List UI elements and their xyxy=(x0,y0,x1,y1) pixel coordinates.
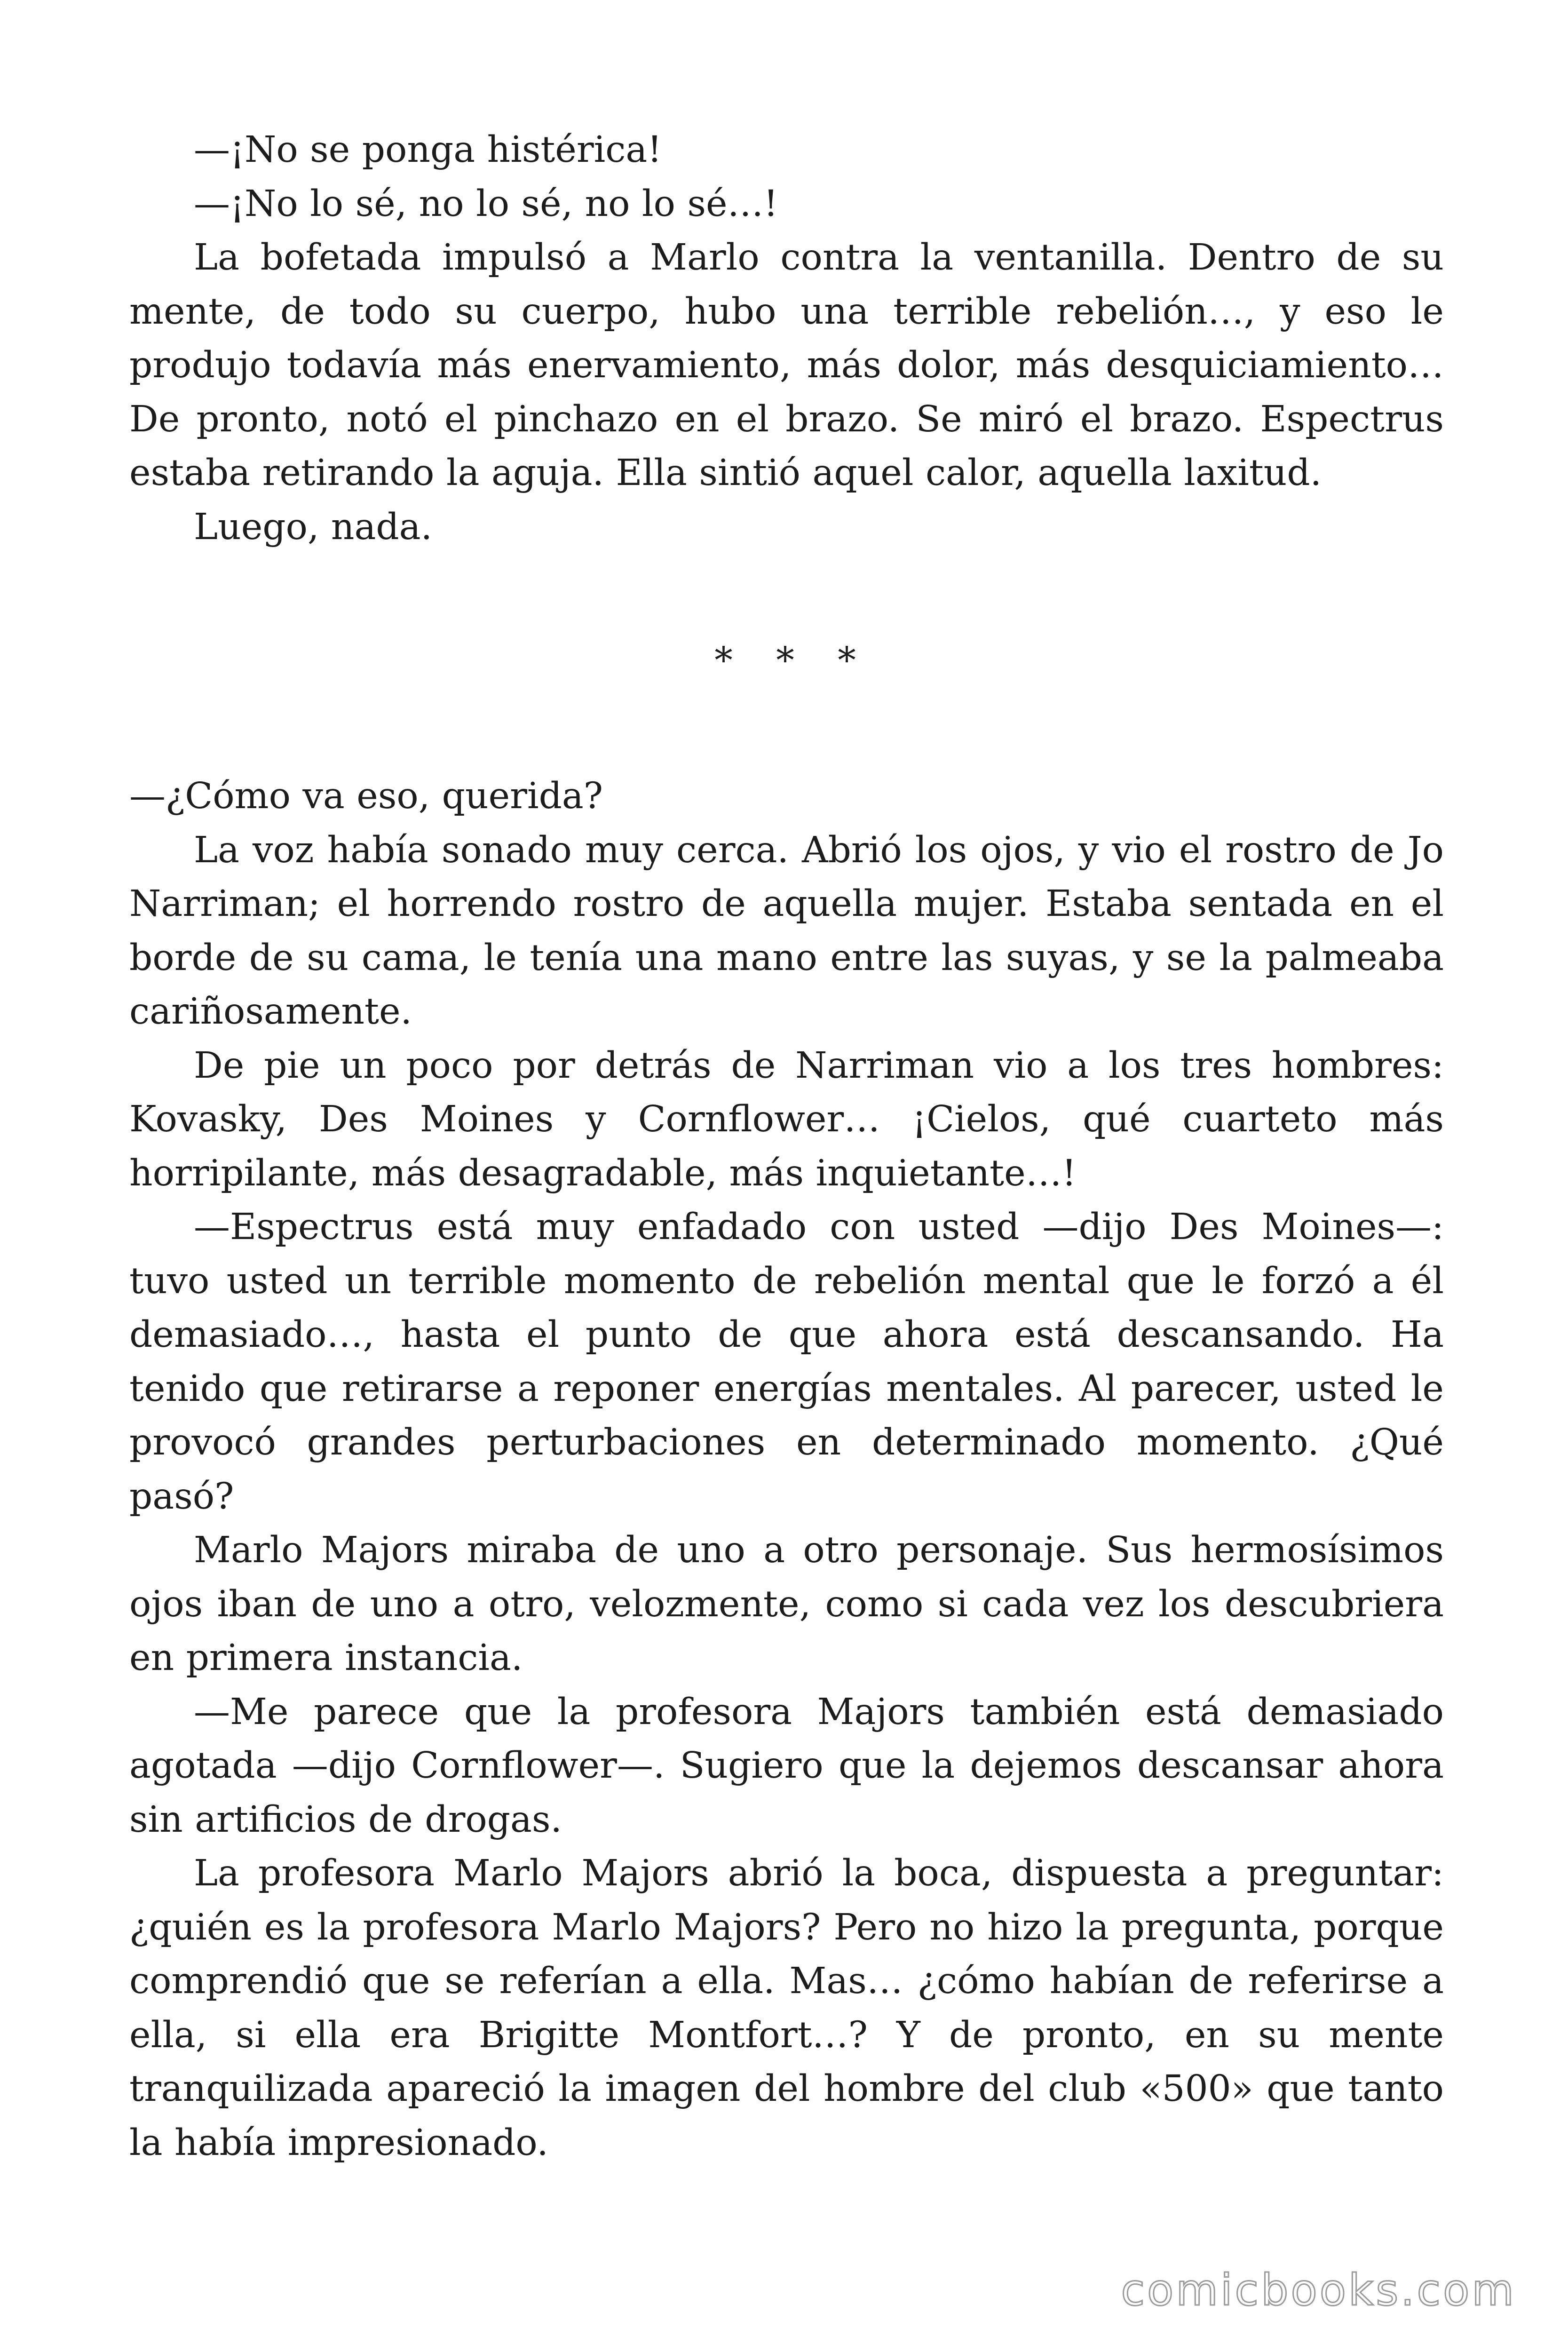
narrative-paragraph: La voz había sonado muy cerca. Abrió los ojos, y vio el rostro de Jo Narriman; el horrendo rostro de aquella mujer. Estaba sentada en el borde de su cama, le tenía una mano entre las suyas, y se la palmeaba cariñosamente. xyxy=(129,829,1444,1033)
scene-break xyxy=(129,554,1444,770)
watermark-logo: comicbooks.com xyxy=(1121,2265,1516,2315)
page-body xyxy=(129,123,1444,2170)
dialogue-line: —¡No lo sé, no lo sé, no lo sé…! xyxy=(194,183,778,225)
dialogue-line: —¿Cómo va eso, querida? xyxy=(129,775,603,817)
narrative-paragraph: La bofetada impulsó a Marlo contra la ventanilla. Dentro de su mente, de todo su cuerpo, hubo una terrible rebelión…, y eso le produjo todavía más enervamiento, más dolor, más desquiciamiento… De pronto, notó el pinchazo en el brazo. Se miró el brazo. Espectrus estaba retirando la aguja. Ella sintió aquel calor, aquella laxitud. xyxy=(129,237,1444,494)
narrative-paragraph: La profesora Marlo Majors abrió la boca, dispuesta a preguntar: ¿quién es la profesora Marlo Majors? Pero no hizo la pregunta, porque comprendió que se referían a ella. Mas… ¿cómo habían de referirse a ella, si ella era Brigitte Montfort…? Y de pronto, en su mente tranquilizada apareció la imagen del hombre del club «500» que tanto la había impresionado. xyxy=(129,1852,1444,2164)
narrative-paragraph: De pie un poco por detrás de Narriman vio a los tres hombres: Kovasky, Des Moines y Cornflower… ¡Cielos, qué cuarteto más horripilante, más desagradable, más inquietante…! xyxy=(129,1044,1444,1194)
dialogue-line: —¡No se ponga histérica! xyxy=(194,129,662,171)
narrative-paragraph: Marlo Majors miraba de uno a otro personaje. Sus hermosísimos ojos iban de uno a otro, velozmente, como si cada vez los descubriera en primera instancia. xyxy=(129,1529,1444,1679)
narrative-paragraph: Luego, nada. xyxy=(194,506,433,548)
scene-break-asterisks: * * * xyxy=(714,640,872,682)
dialogue-paragraph: —Me parece que la profesora Majors también está demasiado agotada —dijo Cornflower—. Sugiero que la dejemos descansar ahora sin artificios de drogas. xyxy=(129,1691,1444,1841)
dialogue-paragraph: —Espectrus está muy enfadado con usted —dijo Des Moines—: tuvo usted un terrible momento de rebelión mental que le forzó a él demasiado…, hasta el punto de que ahora está descansando. Ha tenido que retirarse a reponer energías mentales. Al parecer, usted le provocó grandes perturbaciones en determinado momento. ¿Qué pasó? xyxy=(129,1206,1444,1518)
